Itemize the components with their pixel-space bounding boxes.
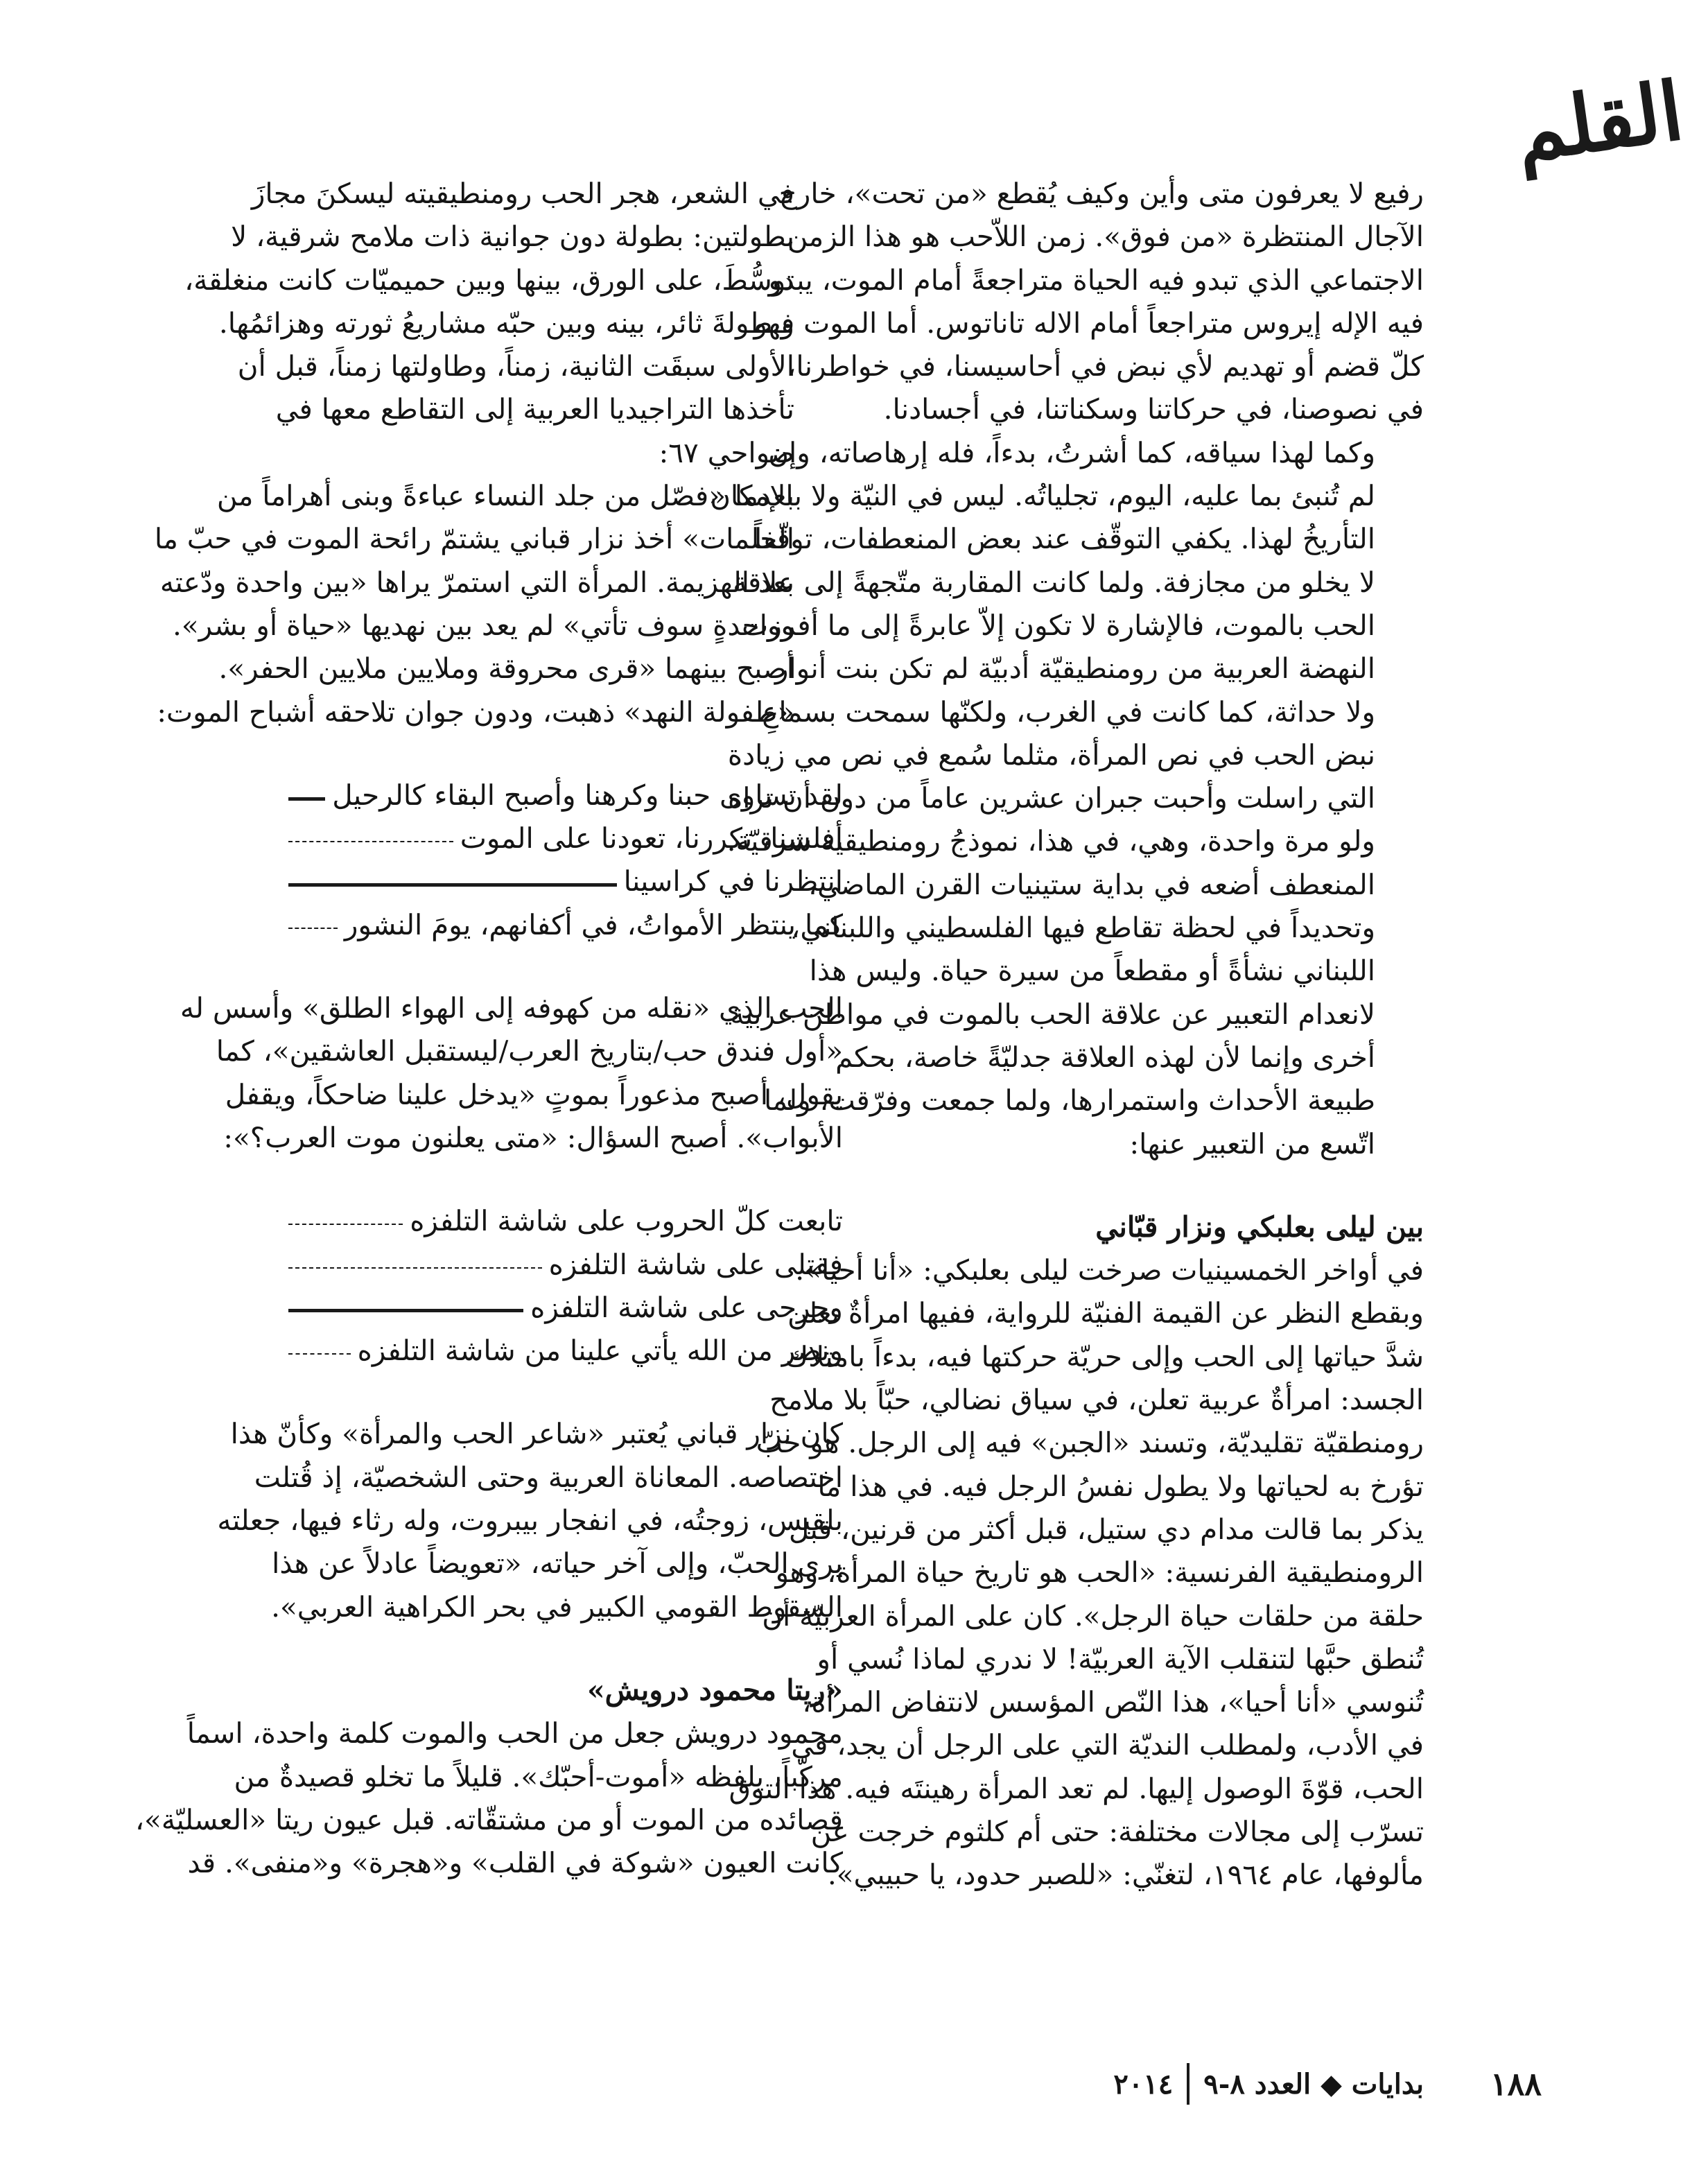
section-heading: «ريتا محمود درويش»: [587, 1673, 843, 1707]
text-line: رومنطقيّة تقليديّة، وتسند «الجبن» فيه إلى الرجل. هو حبّ: [756, 1426, 1424, 1460]
poem-text: كما ينتظر الأمواتُ، في أكفانهم، يومَ النشور: [344, 907, 843, 941]
paragraph: [180, 986, 843, 1159]
text-line: التأريخُ لهذا. يكفي التوقّف عند بعض المنعطفات، توقّفاً: [753, 522, 1375, 556]
text-line: تأخذها التراجيديا العربية إلى التقاطع معها في: [275, 392, 794, 426]
text-line: لانعدام التعبير عن علاقة الحب بالموت في مواطن عربية: [730, 997, 1375, 1031]
poem-line: [288, 1286, 843, 1329]
text-line: ولو مرة واحدة، وهي، في هذا، نموذجُ رومنطيقية شرقيّة.: [726, 824, 1375, 858]
text-line: في الشعر، هجر الحب رومنطيقيته ليسكنَ مجازَ: [251, 177, 794, 210]
decorative-rule: [288, 1309, 523, 1312]
text-line: بعد الهزيمة. المرأة التي استمرّ يراها «بين واحدة ودّعته: [159, 565, 794, 599]
poem-line: [288, 817, 843, 860]
text-line: قصائده من الموت أو من مشتقّاته. قبل عيون ريتا «العسليّة»،: [134, 1802, 843, 1836]
text-line: وبقطع النظر عن القيمة الفنيّة للرواية، ففيها امرأةٌ تعلن: [787, 1296, 1424, 1330]
text-line: تسرّب إلى مجالات مختلفة: حتى أم كلثوم خرجت عن: [810, 1814, 1424, 1848]
text-line: المنعطف أضعه في بداية ستينيات القرن الماضي،: [808, 867, 1375, 901]
text-line: الحلمات» أخذ نزار قباني يشتمّ رائحة الموت في حبّ ما: [154, 522, 794, 556]
poem-text: أفلسنا، تكررنا، تعودنا على الموت: [460, 821, 843, 855]
poem-line: [288, 1199, 843, 1242]
text-line: اختصاصه. المعاناة العربية وحتى الشخصيّة، إذ قُتلت: [254, 1460, 843, 1494]
text-line: بعدما «فصّل من جلد النساء عباءةً وبنى أهراماً من: [216, 479, 794, 513]
poem-text: تابعت كلّ الحروب على شاشة التلفزه: [410, 1204, 843, 1238]
poem-text: وجرحى على شاشة التلفزه: [530, 1290, 843, 1324]
text-line: يذكر بما قالت مدام دي ستيل، قبل أكثر من قرنين، قبل: [788, 1512, 1424, 1546]
spacer: [288, 733, 843, 774]
text-line: وكما لهذا سياقه، كما أشرتُ، بدءاً، فله إرهاصاته، وإن: [768, 435, 1375, 469]
text-line: في أواخر الخمسينيات صرخت ليلى بعلبكي: «أنا أحيا».: [795, 1253, 1424, 1287]
paragraph: [154, 474, 843, 733]
text-line: الآجال المنتظرة «من فوق». زمن اللاّحب هو هذا الزمن: [787, 220, 1424, 254]
text-line: بطولتين: بطولة دون جوانية ذات ملامح شرقية، لا: [231, 220, 794, 254]
poem-text: لقد تساوى حبنا وكرهنا وأصبح البقاء كالرحيل: [332, 778, 843, 812]
text-line: يرى الحبّ، وإلى آخر حياته، «تعويضاً عادلاً عن هذا: [272, 1547, 843, 1581]
paragraph: [184, 172, 843, 474]
paragraph: [217, 1412, 843, 1628]
text-line: يقول، أصبح مذعوراً بموتٍ «يدخل علينا ضاحكاً، ويقفل: [225, 1077, 843, 1111]
issue-year: ٢٠١٤: [1113, 2067, 1174, 2101]
text-line: كان نزار قباني يُعتبر «شاعر الحب والمرأة» وكأنّ هذا: [230, 1417, 843, 1451]
text-line: حلقة من حلقات حياة الرجل». كان على المرأة العربيّة أن: [762, 1599, 1424, 1633]
poem-line: [288, 774, 843, 817]
text-line: لم تُنبئ بما عليه، اليوم، تجلياتُه. ليس في النيّة ولا بالإمكان: [710, 479, 1375, 513]
decorative-rule: [288, 1353, 351, 1355]
text-line: طبيعة الأحداث واستمرارها، ولما جمعت وفرّقت، ولما: [763, 1084, 1375, 1118]
text-line: أصبح بينهما «قرى محروقة وملايين ملايين الحفر».: [218, 652, 794, 686]
text-line: مألوفها، عام ١٩٦٤، لتغنّي: «للصبر حدود، يا حبيبي».: [827, 1858, 1424, 1892]
poem-line: [288, 860, 843, 903]
decorative-rule: [288, 841, 453, 842]
spacer: [288, 1628, 843, 1669]
poem-line: [288, 903, 843, 946]
text-line: محمود درويش جعل من الحب والموت كلمة واحدة، اسماً: [186, 1716, 843, 1750]
paragraph: [729, 1249, 1424, 1896]
page-number: ١٨٨: [1490, 2065, 1542, 2103]
text-line: وبطولةَ ثائر، بينه وبين حبّه مشاريعُ ثورته وهزائمُها.: [218, 306, 794, 340]
text-line: السقوط القومي الكبير في بحر الكراهية العربي».: [271, 1590, 843, 1624]
decorative-rule: [288, 928, 338, 929]
poem-text: ونصر من الله يأتي علينا من شاشة التلفزه: [357, 1334, 843, 1368]
text-line: الرومنطيقية الفرنسية: «الحب هو تاريخ حياة المرأة، وهو: [775, 1556, 1424, 1590]
text-line: مركّباً، يلفظه «أموت-أحبّك». قليلاً ما تخلو قصيدةٌ من: [234, 1759, 843, 1793]
text-line: تُنطق حبَّها لتنقلب الآية العربيّة! لا ندري لماذا نُسي أو: [817, 1642, 1424, 1676]
text-line: الحب الذي «نقله من كهوفه إلى الهواء الطلق» وأسس له: [180, 991, 843, 1025]
text-line: الحب، قوّةَ الوصول إليها. لم تعد المرأة رهينتَه فيه. هذا التوق: [729, 1771, 1424, 1805]
section-heading: بين ليلى بعلبكي ونزار قبّاني: [1095, 1210, 1424, 1244]
poem-excerpt: [288, 774, 843, 946]
poem-line: [288, 1243, 843, 1286]
text-line: «طفولة النهد» ذهبت، ودون جوان تلاحقه أشباح الموت:: [157, 695, 794, 729]
text-line: فيه الإله إيروس متراجعاً أمام الاله تاناتوس. أما الموت فهو: [753, 306, 1424, 340]
text-line: تُنوسي «أنا أحيا»، هذا النّص المؤسس لانتفاض المرأة،: [802, 1685, 1424, 1719]
poem-excerpt: [288, 1199, 843, 1372]
text-line: الأولى سبقَت الثانية، زمناً، وطاولتها زمناً، قبل أن: [237, 349, 794, 383]
text-line: توسُّطَ، على الورق، بينها وبين حميميّات كانت منغلقة،: [184, 263, 794, 297]
text-line: أخرى وإنما لأن لهذه العلاقة جدليّةً خاصة، بحكم: [835, 1040, 1375, 1074]
decorative-rule: [288, 883, 617, 887]
text-line: في نصوصنا، في حركاتنا وسكناتنا، في أجسادنا.: [883, 392, 1424, 426]
text-line: التي راسلت وأحبت جبران عشرين عاماً من دون أن تراه: [727, 781, 1375, 815]
paragraph: [134, 1712, 843, 1884]
spacer: [288, 1372, 843, 1412]
poem-text: فقتلى على شاشة التلفزه: [548, 1247, 843, 1281]
poem-text: انتظرنا في كراسينا: [623, 864, 843, 898]
spacer: [288, 946, 843, 986]
text-line: في الأدب، ولمطلب النديّة التي على الرجل أن يجد، في: [791, 1728, 1424, 1762]
text-line: ولا حداثة، كما كانت في الغرب، ولكنّها سمحت بسماعِ: [762, 695, 1375, 729]
decorative-rule: [288, 1224, 403, 1225]
masthead-logo: [1509, 46, 1689, 198]
spacer: [889, 1165, 1424, 1206]
text-line: رفيع لا يعرفون متى وأين وكيف يُقطع «من تحت»، خارج: [778, 177, 1424, 210]
poem-line: [288, 1329, 843, 1372]
text-line: الحب بالموت، فالإشارة لا تكون إلاّ عابرةً إلى ما أفرزت: [742, 608, 1375, 642]
footer-divider: [1187, 2063, 1190, 2105]
left-column: [134, 172, 843, 1884]
text-line: وتحديداً في لحظة تقاطع فيها الفلسطيني واللبناني،: [791, 911, 1375, 945]
text-line: وواحدةٍ سوف تأتي» لم يعد بين نهديها «حياة أو بشر».: [173, 608, 794, 642]
text-line: تؤرخ به لحياتها ولا يطول نفسُ الرجل فيه. في هذا ما: [817, 1469, 1424, 1503]
text-line: اتّسع من التعبير عنها:: [1129, 1127, 1375, 1160]
text-line: النهضة العربية من رومنطيقيّة أدبيّة لم تكن بنت أنوار: [774, 652, 1375, 686]
paragraph: [753, 172, 1424, 431]
magazine-issue: بدايات ◆ العدد ٨-٩: [1203, 2067, 1424, 2101]
spacer: [288, 1159, 843, 1199]
decorative-rule: [288, 797, 325, 801]
text-line: بلقيس، زوجتُه، في انفجار بيبروت، وله رثاء فيها، جعلته: [217, 1504, 843, 1538]
text-line: الجسد: امرأةٌ عربية تعلن، في سياق نضالي، حبّاً بلا ملامح: [769, 1383, 1424, 1417]
text-line: «أول فندق حب/بتاريخ العرب/ليستقبل العاشقين»، كما: [216, 1034, 843, 1068]
text-line: اللبناني نشأةً أو مقطعاً من سيرة حياة. وليس هذا: [809, 954, 1375, 988]
logo-text: القلم: [1509, 63, 1689, 181]
text-line: شدَّ حياتها إلى الحب وإلى حريّة حركتها فيه، بدءاً بامتلاك: [785, 1339, 1424, 1373]
text-line: ضواحي ٦٧:: [659, 435, 794, 469]
text-line: الاجتماعي الذي تبدو فيه الحياة متراجعةً أمام الموت، يبدو: [768, 263, 1424, 297]
text-line: كانت العيون «شوكة في القلب» و«هجرة» و«منفى». قد: [187, 1846, 843, 1880]
text-line: لا يخلو من مجازفة. ولما كانت المقاربة متّجهةً إلى علاقة: [733, 565, 1375, 599]
text-line: الأبواب». أصبح السؤال: «متى يعلنون موت العرب؟»:: [223, 1120, 843, 1154]
text-line: كلّ قضم أو تهديم لأي نبض في أحاسيسنا، في خواطرنا،: [787, 349, 1424, 383]
decorative-rule: [288, 1267, 542, 1269]
text-line: نبض الحب في نص المرأة، مثلما سُمع في نص مي زيادة: [727, 738, 1375, 772]
page-footer: [1113, 2056, 1542, 2112]
